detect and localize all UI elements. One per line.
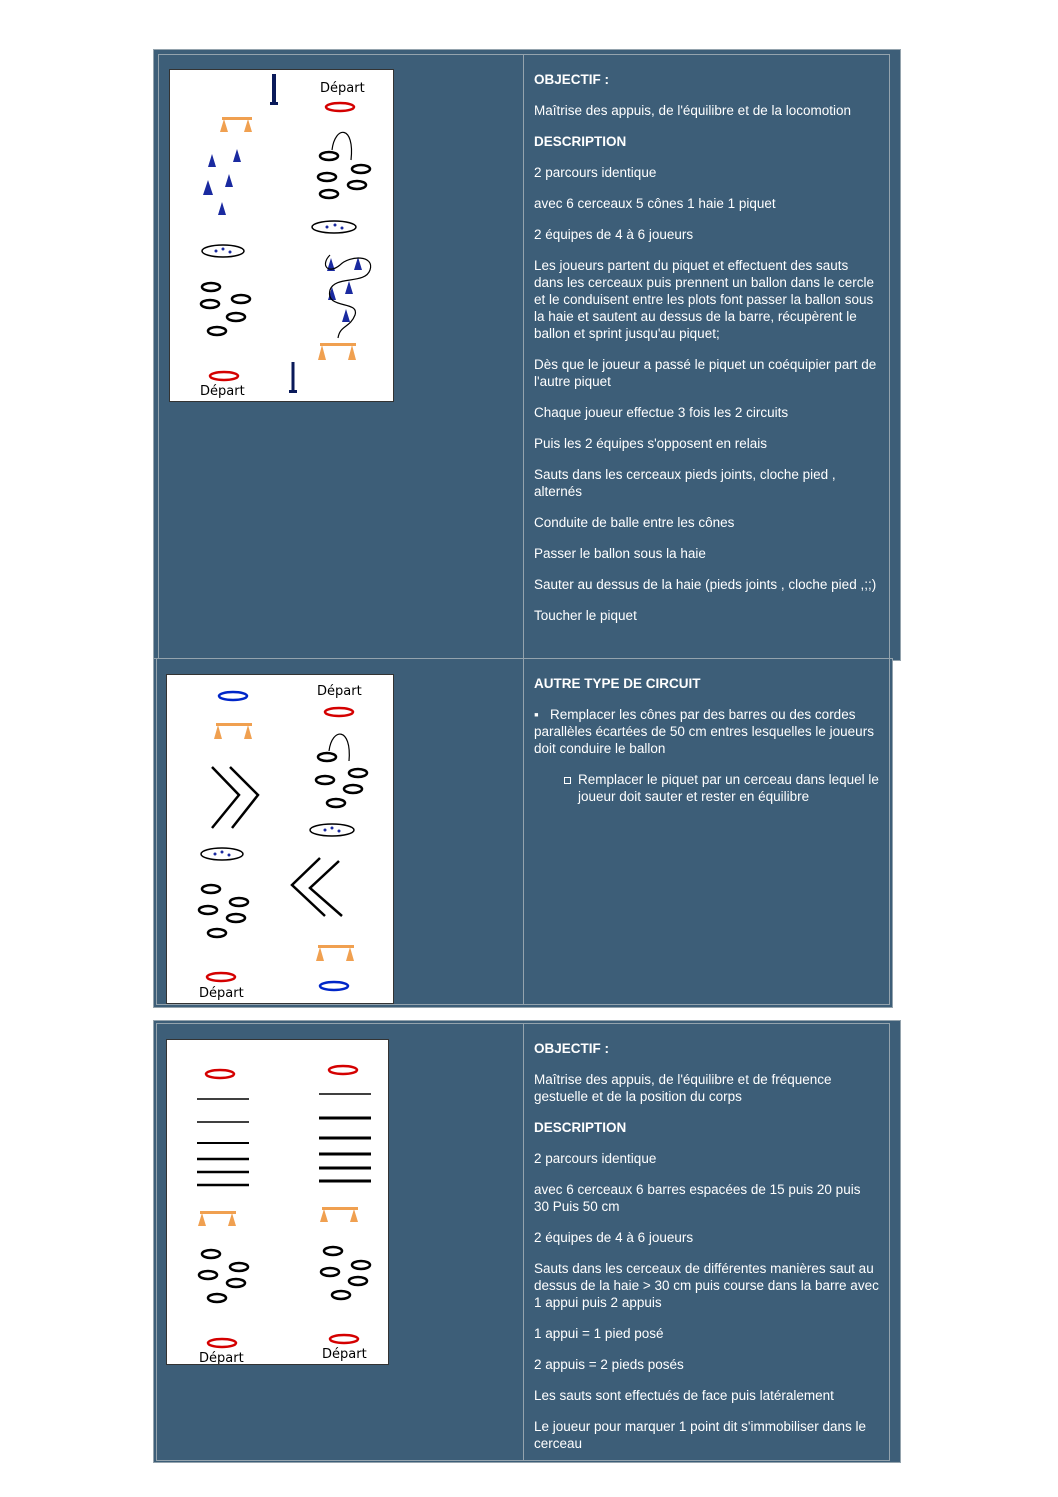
start-label-top: Départ	[317, 684, 362, 699]
paragraph: 1 appui = 1 pied posé	[534, 1326, 664, 1341]
bullet-icon: ▪	[534, 707, 551, 722]
paragraph: 2 appuis = 2 pieds posés	[534, 1357, 684, 1372]
section-2-text-cell	[523, 658, 890, 1005]
objectif-heading: OBJECTIF :	[534, 1041, 610, 1056]
objectif-text: Maîtrise des appuis, de l'équilibre et de la locomotion	[534, 103, 852, 118]
paragraph: Dès que le joueur a passé le piquet un coéquipier part de l'autre piquet	[534, 357, 877, 389]
paragraph: Conduite de balle entre les cônes	[534, 515, 735, 530]
bullet-list	[534, 706, 879, 757]
objectif-text: Maîtrise des appuis, de l'équilibre et de fréquence gestuelle et de la position du corps	[534, 1072, 832, 1104]
start-label-bottom: Départ	[200, 384, 245, 399]
section-2-diagram-cell	[156, 658, 524, 1005]
circuit-heading: AUTRE TYPE DE CIRCUIT	[534, 676, 701, 691]
section-1-text-cell	[523, 54, 890, 659]
paragraph: avec 6 cerceaux 5 cônes 1 haie 1 piquet	[534, 196, 776, 211]
paragraph: Le joueur pour marquer 1 point dit s'immobiliser dans le cerceau	[534, 1419, 866, 1451]
paragraph: Toucher le piquet	[534, 608, 637, 623]
paragraph: 2 parcours identique	[534, 1151, 657, 1166]
list-item: ▪ Remplacer les cônes par des barres ou des cordes parallèles écartées de 50 cm entres lesquelles le joueurs doit conduire le ballon	[534, 707, 874, 756]
start-label-left: Départ	[199, 1351, 244, 1364]
section-1-diagram-cell	[158, 54, 524, 659]
paragraph: Puis les 2 équipes s'opposent en relais	[534, 436, 767, 451]
paragraph: 2 équipes de 4 à 6 joueurs	[534, 1230, 694, 1245]
paragraph: 2 équipes de 4 à 6 joueurs	[534, 227, 694, 242]
paragraph: Passer le ballon sous la haie	[534, 546, 706, 561]
circuit-diagram-3	[166, 1039, 389, 1365]
start-label-top: Départ	[320, 81, 365, 96]
paragraph: Sauts dans les cerceaux pieds joints, cloche pied , alternés	[534, 467, 836, 499]
paragraph: avec 6 cerceaux 6 barres espacées de 15 puis 20 puis 30 Puis 50 cm	[534, 1182, 861, 1214]
description-heading: DESCRIPTION	[534, 134, 627, 149]
start-label-bottom: Départ	[199, 986, 244, 1001]
paragraph: Les sauts sont effectués de face puis latéralement	[534, 1388, 834, 1403]
circuit-diagram-1	[169, 69, 394, 402]
paragraph: 2 parcours identique	[534, 165, 657, 180]
description-heading: DESCRIPTION	[534, 1120, 627, 1135]
section-3-text-cell	[523, 1023, 890, 1461]
section-3-diagram-cell	[156, 1023, 524, 1461]
paragraph: Chaque joueur effectue 3 fois les 2 circuits	[534, 405, 789, 420]
list-item: Remplacer le piquet par un cerceau dans lequel le joueur doit sauter et rester en équilibre	[564, 771, 879, 805]
start-label-right: Départ	[322, 1347, 367, 1362]
paragraph: Sauter au dessus de la haie (pieds joints , cloche pied ,;;)	[534, 577, 877, 592]
circuit-diagram-2	[166, 674, 394, 1004]
paragraph: Sauts dans les cerceaux de différentes manières saut au dessus de la haie > 30 cm puis course dans la barre avec 1 appui puis 2 appuis	[534, 1261, 879, 1310]
objectif-heading: OBJECTIF :	[534, 72, 610, 87]
sub-bullet-list	[534, 771, 879, 805]
paragraph: Les joueurs partent du piquet et effectuent des sauts dans les cerceaux puis prennent un ballon dans le cercle et le conduisent entre les plots font passer la ballon sous la haie et sautent au dessus de la barre, récupèrent le ballon et sprint jusqu'au piquet;	[534, 258, 874, 341]
